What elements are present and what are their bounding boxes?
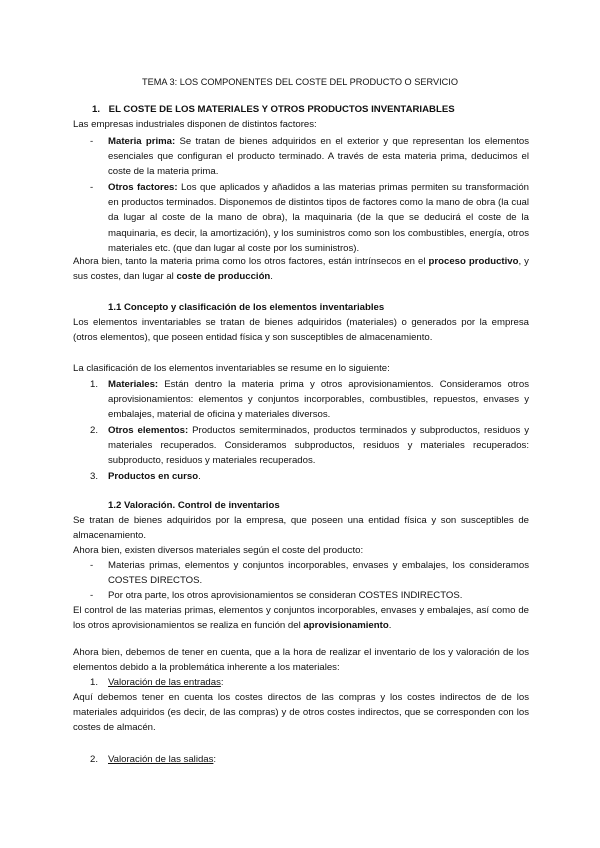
section-1-2-heading: 1.2 Valoración. Control de inventarios [108,500,280,511]
list-term: Productos en curso [108,471,199,482]
control-text: . [388,620,392,632]
list-underlined-label: Valoración de las salidas [108,754,214,765]
factor-text [108,180,529,256]
section-1-heading [92,102,455,117]
list-number: 2. [90,425,99,436]
section-1-2-paragraph-3 [73,603,529,633]
factor-term: Materia prima: [108,136,176,147]
factor-dash: - [90,182,94,193]
factor-description: Los que aplicados y añadidos a las materias primas permiten su transformación en productos terminados. Disponemos de distintos tipos de factores como la mano de obra (la cual da lugar al coste de la mano de obra), la maquinaria (de la que se deducirá el coste de la maquinaria, es decir, la amortización), y los suministros como son los combustibles, energía, otros materiales etc. (que dan lugar al coste por los suministros). [108,182,529,254]
list-number: 1. [90,379,99,390]
section-1-summary [73,254,529,284]
section-1-2-paragraph-5: Aquí debemos tener en cuenta los costes directos de las compras y los costes indirectos de de los materiales adquiridos (es decir, de las compras) y de otros costes indirectos, que se corresponden con los costes de almacén. [73,692,529,734]
list-number: 2. [90,754,99,765]
list-number: 1. [90,677,99,688]
factor-dash: - [90,136,94,147]
control-bold-aprovisionamiento: aprovisionamiento [303,620,389,632]
section-1-2-paragraph-1: Se tratan de bienes adquiridos por la empresa, que poseen una entidad física y son susceptibles de almacenamiento. [73,515,529,542]
summary-bold-coste: coste de producción [176,271,271,283]
list-text [108,423,529,469]
cost-text: Por otra parte, los otros aprovisionamientos se consideran COSTES INDIRECTOS. [108,590,463,601]
summary-text: , y sus costes, dan lugar al [73,256,529,283]
factor-term: Otros factores: [108,182,178,193]
document-title: TEMA 3: LOS COMPONENTES DEL COSTE DEL PRODUCTO O SERVICIO [141,77,458,87]
list-colon: : [213,754,217,765]
factor-description: Se tratan de bienes adquiridos en el exterior y que representan los elementos esenciales que configuran el producto terminado. A través de esta materia prima, deducimos el coste de la materia prima. [108,136,529,178]
cost-dash: - [90,590,94,601]
list-text [108,675,529,690]
list-term: Otros elementos: [108,425,189,436]
section-1-intro: Las empresas industriales disponen de distintos factores: [73,119,317,130]
list-text [108,469,529,484]
list-text [108,377,529,423]
list-description: Están dentro la materia prima y otros aprovisionamientos. Consideramos otros aprovisionamientos: elementos y conjuntos incorporables, combustibles, repuestos, envases y embalajes, material de oficina y materiales diversos. [108,379,529,421]
cost-text: Materias primas, elementos y conjuntos incorporables, envases y embalajes, los consideramos COSTES DIRECTOS. [108,560,529,587]
section-1-title: EL COSTE DE LOS MATERIALES Y OTROS PRODUCTOS INVENTARIABLES [108,104,455,115]
list-number: 3. [90,471,99,482]
list-term: Materiales: [108,379,159,390]
section-1-1-paragraph-1: Los elementos inventariables se tratan de bienes adquiridos (materiales) o generados por la empresa (otros elementos), que poseen entidad física y son susceptibles de almacenamiento. [73,317,529,344]
section-1-2-paragraph-2: Ahora bien, existen diversos materiales según el coste del producto: [73,545,364,556]
summary-text: Ahora bien, tanto la materia prima como los otros factores, están intrínsecos en el [73,256,429,267]
section-1-2-paragraph-4: Ahora bien, debemos de tener en cuenta, que a la hora de realizar el inventario de los y valoración de los elementos debido a la problemática inherente a los materiales: [73,647,529,674]
cost-dash: - [90,560,94,571]
list-text [108,752,529,767]
section-1-1-paragraph-2: La clasificación de los elementos inventariables se resume en lo siguiente: [73,363,390,374]
summary-bold-proceso: proceso productivo [428,256,519,267]
section-1-number: 1. [92,104,101,115]
section-1-1-heading: 1.1 Concepto y clasificación de los elementos inventariables [108,302,385,313]
list-underlined-label: Valoración de las entradas [108,677,221,688]
list-colon: : [220,677,224,688]
summary-text: . [270,271,273,283]
list-description: . [198,471,201,482]
control-text: El control de las materias primas, elementos y conjuntos incorporables, envases y embalajes, así como de los otros aprovisionamientos se realiza en función del [73,605,529,632]
list-description: Productos semiterminados, productos terminados y subproductos, residuos y materiales recuperados. Consideramos subproductos, residuos y materiales recuperados: subproducto, residuos y materiales recuperados. [108,425,529,467]
factor-text [108,134,529,180]
